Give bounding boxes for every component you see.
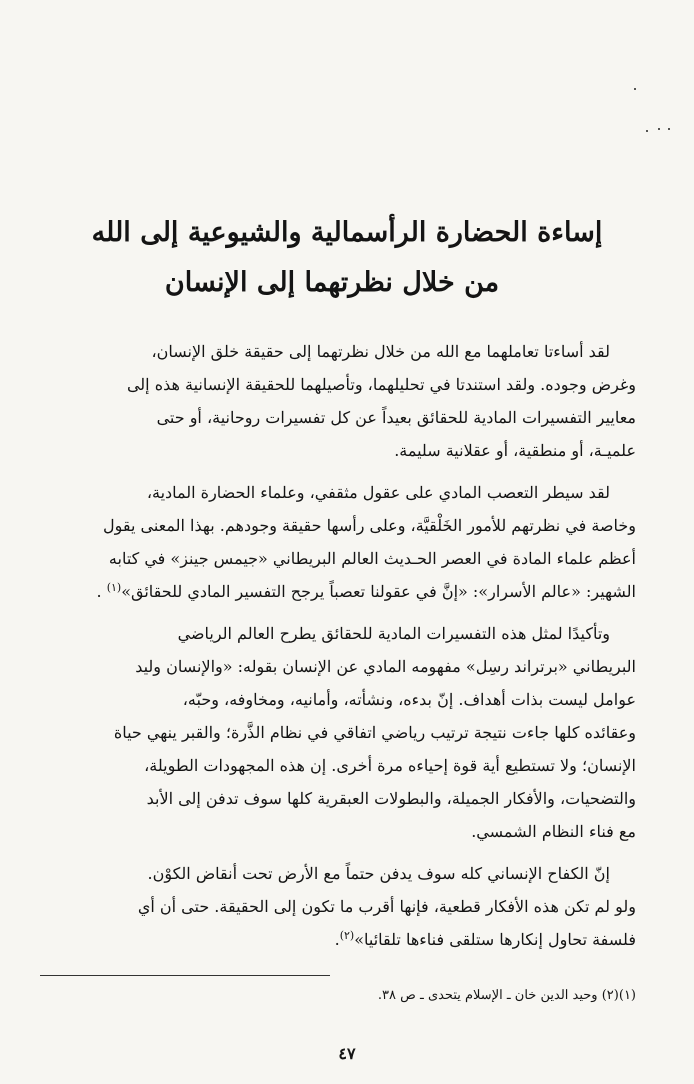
speck (646, 130, 648, 132)
paragraph-1 (62, 335, 636, 467)
text-line: الإنسان؛ ولا تستطيع أية قوة إحياءه مرة أخرى. إن هذه المجهودات الطويلة، (144, 756, 636, 775)
text-line: لقد أساءتا تعاملهما مع الله من خلال نظرتهما إلى حقيقة خلق الإنسان، (151, 342, 610, 361)
text-line: معايير التفسيرات المادية للحقائق بعيداً عن كل تفسيرات روحانية، أو حتى (156, 408, 636, 427)
text-line: مع فناء النظام الشمسي. (471, 822, 636, 841)
page-number: ٤٧ (338, 1044, 356, 1063)
text-line: وتأكيدًا لمثل هذه التفسيرات المادية للحقائق يطرح العالم الرياضي (177, 624, 610, 643)
text-line: إنّ الكفاح الإنساني كله سوف يدفن حتماً مع الأرض تحت أنقاض الكوْن. (147, 864, 610, 883)
title-line-2: من خلال نظرتهما إلى الإنسان (164, 267, 500, 298)
speck (634, 88, 636, 90)
text-line: الشهير: «عالم الأسرار»: «إنَّ في عقولنا تعصباً يرجح التفسير المادي للحقائق»$^{(١)}$ . (96, 581, 636, 601)
title-line-1: إساءة الحضارة الرأسمالية والشيوعية إلى الله (91, 217, 603, 248)
paragraph-2 (62, 476, 636, 608)
text-line: علميـة، أو منطقية، أو عقلانية سليمة. (394, 441, 636, 460)
text-line: أعظم علماء المادة في العصر الحـديث العالم البريطاني «جيمس جينز» في كتابه (108, 549, 636, 568)
scan-specks (616, 80, 676, 140)
body-text (62, 335, 636, 965)
text-line: وعقائده كلها جاءت نتيجة ترتيب رياضي اتفاقي في نظام الذَّرة؛ والقبر ينهي حياة (113, 723, 636, 742)
footnote-ref-1: (١) (106, 581, 122, 594)
text-line: وغرض وجوده. ولقد استندتا في تحليلهما، وتأصيلهما للحقيقة الإنسانية هذه إلى (126, 375, 636, 394)
paragraph-4 (62, 857, 636, 956)
speck (658, 128, 660, 130)
paragraph-3 (62, 617, 636, 848)
footnote: (١)(٢) وحيد الدين خان ـ الإسلام يتحدى ـ ص ٣٨. (377, 988, 636, 1003)
footnote-ref-2: (٢) (339, 929, 355, 942)
text-line-content: الشهير: «عالم الأسرار»: «إنَّ في عقولنا تعصباً يرجح التفسير المادي للحقائق» (121, 582, 636, 601)
text-line: والتضحيات، والأفكار الجميلة، والبطولات العبقرية كلها سوف تدفن إلى الأبد (146, 789, 636, 808)
text-line: فلسفة تحاول إنكارها ستلقى فناءها تلقائيا»$^{(٢)}$. (334, 929, 636, 949)
text-line: ولو لم تكن هذه الأفكار قطعية، فإنها أقرب ما تكون إلى الحقيقة. حتى أن أي (137, 897, 636, 916)
text-line-content: فلسفة تحاول إنكارها ستلقى فناءها تلقائيا» (354, 930, 636, 949)
speck (668, 128, 670, 130)
text-line: وخاصة في نظرتهم للأمور الخَلْقيَّة، وعلى رأسها حقيقة وجودهم. بهذا المعنى يقول (102, 516, 636, 535)
text-line: عوامل ليست بذات أهداف. إنّ بدءه، ونشأته، وأمانيه، ومخاوفه، وحبّه، (182, 690, 636, 709)
text-line: لقد سيطر التعصب المادي على عقول مثقفي، وعلماء الحضارة المادية، (146, 483, 610, 502)
chapter-title (0, 208, 694, 308)
text-line: البريطاني «برتراند رسِل» مفهومه المادي عن الإنسان بقوله: «والإنسان وليد (135, 657, 636, 676)
footnote-divider (40, 975, 330, 976)
